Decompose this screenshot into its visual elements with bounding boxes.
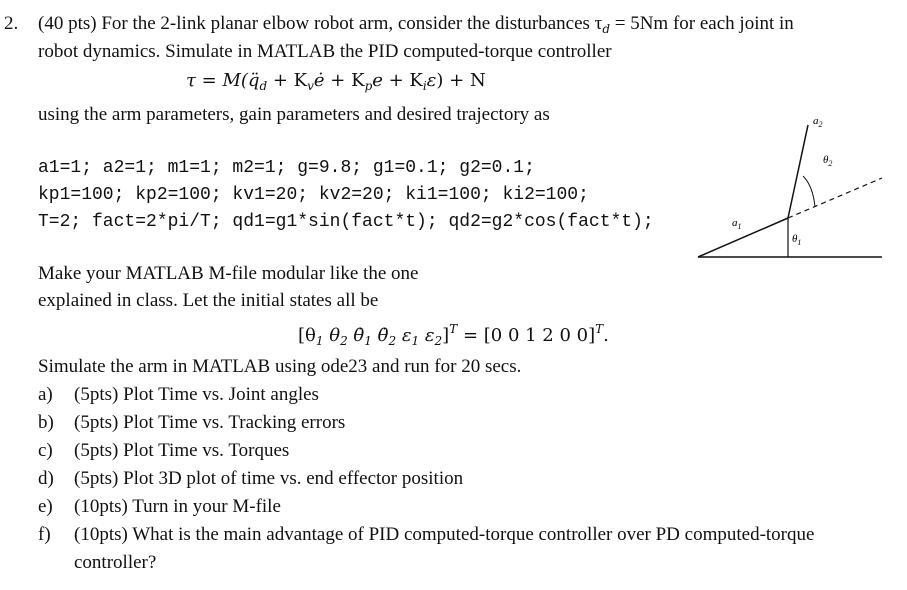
- label-theta2: $\theta_2$: [823, 154, 833, 168]
- link-2: [788, 125, 808, 218]
- item-label: f): [38, 524, 51, 545]
- state-rhs-transpose: T: [595, 322, 604, 336]
- state-t5: ε: [396, 325, 412, 346]
- item-text: (5pts) Plot 3D plot of time vs. end effector position: [74, 468, 464, 489]
- list-item: [38, 524, 814, 546]
- list-item-continuation: controller?: [74, 552, 157, 573]
- label-a2: $a_2$: [813, 115, 823, 129]
- item-text: (10pts) Turn in your M-file: [74, 496, 281, 517]
- problem-line-6: Simulate the arm in MATLAB using ode23 and run for 20 secs.: [38, 356, 522, 377]
- state-transpose: T: [449, 322, 458, 336]
- code-line-3: T=2; fact=2*pi/T; qd1=g1*sin(fact*t); qd2=g2*cos(fact*t);: [38, 212, 654, 232]
- list-item: [38, 440, 289, 462]
- eq-edot: ė: [313, 70, 325, 91]
- eq-qdd-sub: d: [259, 79, 268, 93]
- state-t4: θ̇: [371, 325, 389, 346]
- problem-line-4: Make your MATLAB M-file modular like the one: [38, 263, 419, 284]
- list-item: [38, 412, 345, 434]
- problem-line-2: robot dynamics. Simulate in MATLAB the PID computed-torque controller: [38, 41, 612, 62]
- theta-2-arc: [803, 176, 815, 207]
- state-t2: θ: [323, 325, 341, 346]
- item-text: (10pts) What is the main advantage of PID computed-torque controller over PD computed-torque: [74, 524, 815, 545]
- code-line-1: a1=1; a2=1; m1=1; m2=1; g=9.8; g1=0.1; g2=0.1;: [38, 158, 535, 178]
- item-text: (5pts) Plot Time vs. Torques: [74, 440, 290, 461]
- state-close: ]: [442, 325, 450, 346]
- eq-plus-2: + K: [324, 70, 365, 91]
- item-text: (5pts) Plot Time vs. Joint angles: [74, 384, 319, 405]
- problem-line-5: explained in class. Let the initial states all be: [38, 290, 379, 311]
- item-label: a): [38, 384, 53, 405]
- eq-lhs: τ = M(: [186, 70, 248, 91]
- eq-kp-sub: p: [364, 79, 373, 93]
- problem-line-1: [38, 13, 794, 36]
- link-1: [698, 218, 788, 257]
- code-line-2: kp1=100; kp2=100; kv1=20; kv2=20; ki1=100; ki2=100;: [38, 185, 589, 205]
- state-rhs: = [0 0 1 2 0 0]: [457, 325, 596, 346]
- eq-tail: ) + N: [436, 70, 486, 91]
- problem-line-1-end: = 5Nm for each joint in: [610, 13, 794, 34]
- list-item: [38, 496, 281, 518]
- label-theta1: $\theta_1$: [792, 233, 802, 247]
- eq-plus-1: + K: [267, 70, 308, 91]
- control-law-equation: [186, 70, 486, 93]
- state-s4: 2: [388, 334, 397, 348]
- state-open: [θ: [298, 325, 316, 346]
- eq-e: e: [372, 70, 383, 91]
- problem-line-3: using the arm parameters, gain parameters and desired trajectory as: [38, 104, 550, 125]
- item-label: c): [38, 440, 53, 461]
- item-text: (5pts) Plot Time vs. Tracking errors: [74, 412, 346, 433]
- eq-ki-sub: i: [422, 79, 427, 93]
- state-s1: 1: [315, 334, 324, 348]
- tau-d-subscript: d: [602, 22, 610, 36]
- item-label: b): [38, 412, 54, 433]
- state-t6: ε: [419, 325, 435, 346]
- problem-line-1-text: (40 pts) For the 2-link planar elbow robot arm, consider the disturbances τ: [38, 13, 603, 34]
- robot-arm-figure: [690, 110, 890, 265]
- initial-state-equation: [298, 322, 609, 348]
- eq-kv-sub: v: [307, 79, 314, 93]
- item-label: d): [38, 468, 54, 489]
- eq-plus-3: + K: [382, 70, 423, 91]
- state-t3: θ̇: [347, 325, 365, 346]
- state-s2: 2: [340, 334, 348, 348]
- eq-qdd: q̈: [247, 70, 260, 91]
- state-period: .: [603, 325, 609, 346]
- state-s3: 1: [364, 334, 372, 348]
- link-1-extension-dashed: [788, 178, 882, 218]
- label-a1: $a_1$: [732, 217, 742, 231]
- state-s5: 1: [411, 334, 420, 348]
- state-s6: 2: [434, 334, 443, 348]
- item-label: e): [38, 496, 53, 517]
- problem-number: 2.: [4, 13, 19, 34]
- list-item: [38, 468, 463, 490]
- list-item: [38, 384, 319, 406]
- eq-eps: ε: [426, 70, 437, 91]
